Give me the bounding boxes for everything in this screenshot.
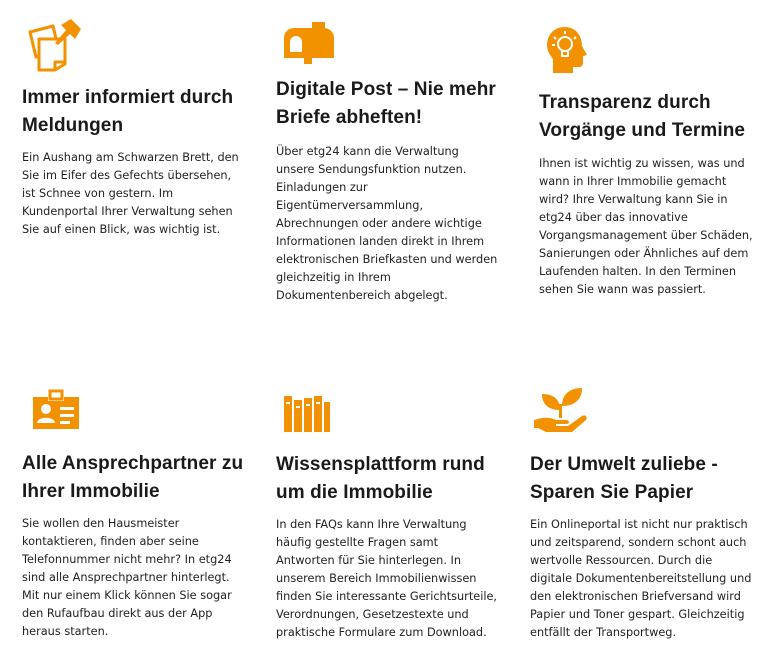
mailbox-icon — [282, 20, 336, 64]
feature-title: Alle Ansprechpartner zu Ihrer Immobilie — [22, 453, 244, 502]
feature-text: In den FAQs kann Ihre Verwaltung häufig gestellte Fragen samt Antworten für Sie hinterlegen. In unserem Bereich Immobilienwissen finden Sie interessante Gerichtsurteile, Verordnungen, Gesetzestexte und praktische Formulare zum Download. — [276, 518, 498, 639]
feature-text: Ein Aushang am Schwarzen Brett, den Sie im Eifer des Gefechts übersehen, ist Schnee von gestern. Im Kundenportal Ihrer Verwaltung sehen Sie auf einen Blick, was wichtig ist. — [22, 151, 239, 236]
feature-text: Ihnen ist wichtig zu wissen, was und wann in Ihrer Immobilie gemacht wird? Ihre Verwaltung kann Sie in etg24 über das innovative Vorgangsmanagement über Schäden, Sanierungen oder Ähnliches auf dem Laufenden halten. In den Terminen sehen Sie wann was passiert. — [539, 157, 753, 296]
feature-card-6 — [530, 451, 752, 642]
books-icon — [282, 392, 332, 434]
feature-title: Digitale Post – Nie mehr Briefe abheften! — [276, 79, 496, 128]
feature-card-3 — [539, 89, 754, 299]
feature-card-4 — [22, 450, 252, 641]
sticky-notes-pin-icon — [25, 17, 83, 73]
feature-card-1 — [22, 84, 252, 239]
feature-title: Immer informiert durch Meldungen — [22, 87, 234, 136]
head-lightbulb-icon — [545, 25, 589, 75]
feature-title: Wissensplattform rund um die Immobilie — [276, 454, 485, 503]
feature-title: Transparenz durch Vorgänge und Termine — [539, 92, 746, 141]
feature-card-5 — [276, 451, 516, 642]
id-badge-icon — [30, 389, 82, 431]
hand-plant-icon — [532, 384, 588, 436]
feature-text: Ein Onlineportal ist nicht nur praktisch und zeitsparend, sondern schont auch wertvolle Ressourcen. Durch die digitale Dokumentenbereitstellung und den elektronischen Briefversand wird Papier und Toner gespart. Gleichzeitig entfällt der Transportweg. — [530, 518, 752, 639]
feature-title: Der Umwelt zuliebe - Sparen Sie Papier — [530, 454, 718, 503]
feature-text: Sie wollen den Hausmeister kontaktieren, finden aber seine Telefonnummer nicht mehr? In etg24 sind alle Ansprechpartner hinterlegt. Mit nur einem Klick können Sie sogar den Rufaufbau direkt aus der App heraus starten. — [22, 517, 232, 638]
feature-text: Über etg24 kann die Verwaltung unsere Sendungsfunktion nutzen. Einladungen zur Eigentümerversammlung, Abrechnungen oder andere wichtige Informationen landen direkt in Ihrem elektronischen Briefkasten und werden gleichzeitig in Ihrem Dokumentenbereich abgelegt. — [276, 145, 498, 302]
feature-card-2 — [276, 76, 516, 305]
